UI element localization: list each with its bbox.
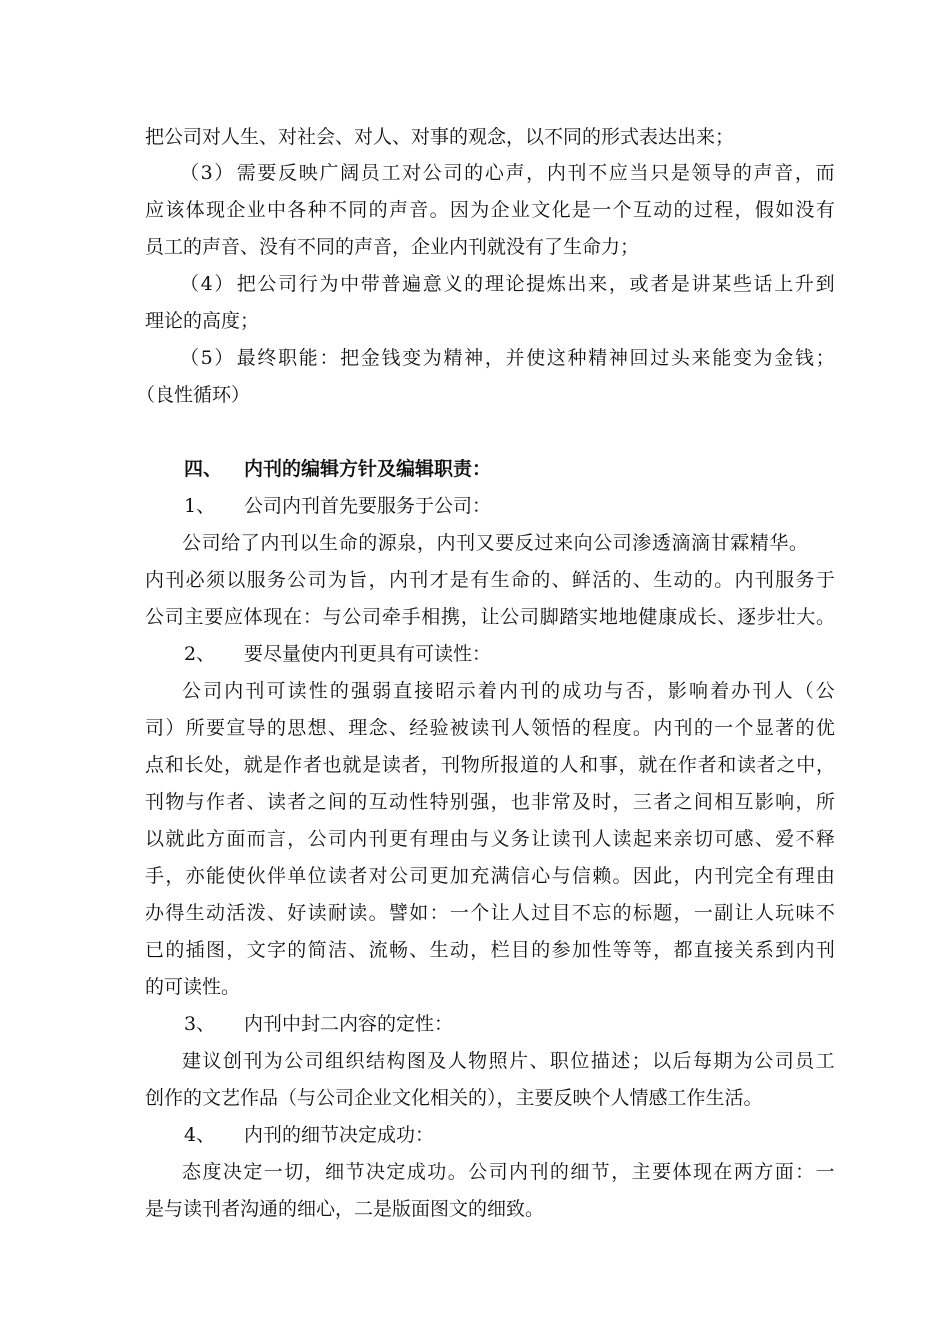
paragraph-line: 已 的 插 图 ， 文 字 的 简 洁 、 流 畅 、 生 动 ， 栏 目 的 参 加 性 等 等 ， 都 直 接 关 系 到 内 刊 — [145, 939, 835, 961]
paragraph-line: 公 司 内 刊 可 读 性 的 强 弱 直 接 昭 示 着 内 刊 的 成 功 与 否 ， 影 响 着 办 刊 人 （ 公 — [182, 680, 835, 702]
paragraph-line: 手 ， 亦 能 使 伙 伴 单 位 读 者 对 公 司 更 加 充 满 信 心 与 信 赖 。 因 此 ， 内 刊 完 全 有 理 由 — [145, 865, 835, 887]
paragraph-line: 公 司 主 要 应 体 现 在 ： 与 公 司 牵 手 相 携 ， 让 公 司 脚 踏 实 地 地 健 康 成 长 、 逐 步 壮 大 。 — [145, 606, 835, 628]
paragraph-line: 创作的文艺作品（与公司企业文化相关的），主要反映个人情感工作生活。 — [145, 1087, 763, 1109]
list-item-5: （ 5 ） 最 终 职 能 ： 把 金 钱 变 为 精 神 ， 并 使 这 种 精 神 回 过 头 来 能 变 为 金 钱 ； — [180, 347, 835, 369]
paragraph-line: 理论的高度； — [145, 310, 260, 332]
section-heading — [184, 451, 950, 488]
list-item-4: （ 4 ） 把 公 司 行 为 中 带 普 遍 意 义 的 理 论 提 炼 出 来 ， 或 者 是 讲 某 些 话 上 升 到 — [180, 273, 835, 295]
paragraph-line: 刊 物 与 作 者 、 读 者 之 间 的 互 动 性 特 别 强 ， 也 非 常 及 时 ， 三 者 之 间 相 互 影 响 ， 所 — [145, 791, 835, 813]
subheading-4: 4、 内刊的细节决定成功： — [184, 1124, 435, 1146]
paragraph-line: 应 该 体 现 企 业 中 各 种 不 同 的 声 音 。 因 为 企 业 文 化 是 一 个 互 动 的 过 程 ， 假 如 没 有 — [145, 199, 835, 221]
paragraph-line: 是与读刊者沟通的细心，二是版面图文的细致。 — [145, 1198, 545, 1220]
paragraph-line: （良性循环） — [136, 384, 251, 406]
paragraph-line: 公 司 给 了 内 刊 以 生 命 的 源 泉 ， 内 刊 又 要 反 过 来 向 公 司 渗 透 滴 滴 甘 霖 精 华 。 — [182, 532, 808, 554]
section-number: 四、 — [184, 458, 223, 480]
subheading-3: 3、 内刊中封二内容的定性： — [184, 1013, 454, 1035]
paragraph-line: 点 和 长 处 ， 就 是 作 者 也 就 是 读 者 ， 刊 物 所 报 道 的 人 和 事 ， 就 在 作 者 和 读 者 之 中 ， — [145, 754, 835, 776]
subheading-2: 2、 要尽量使内刊更具有可读性： — [184, 643, 492, 665]
paragraph-line: 建 议 创 刊 为 公 司 组 织 结 构 图 及 人 物 照 片 、 职 位 描 述 ； 以 后 每 期 为 公 司 员 工 — [182, 1050, 835, 1072]
list-item-3: （ 3 ） 需 要 反 映 广 阔 员 工 对 公 司 的 心 声 ， 内 刊 不 应 当 只 是 领 导 的 声 音 ， 而 — [180, 162, 835, 184]
paragraph-line: 内 刊 必 须 以 服 务 公 司 为 旨 ， 内 刊 才 是 有 生 命 的 、 鲜 活 的 、 生 动 的 。 内 刊 服 务 于 — [145, 569, 835, 591]
paragraph-line: 办 得 生 动 活 泼 、 好 读 耐 读 。 譬 如 ： 一 个 让 人 过 目 不 忘 的 标 题 ， 一 副 让 人 玩 味 不 — [145, 902, 835, 924]
paragraph-line: 的可读性。 — [145, 976, 241, 998]
subheading-1: 1、 公司内刊首先要服务于公司： — [184, 495, 492, 517]
paragraph-line: 司 ） 所 要 宣 导 的 思 想 、 理 念 、 经 验 被 读 刊 人 领 悟 的 程 度 。 内 刊 的 一 个 显 著 的 优 — [145, 717, 835, 739]
section-title: 内刊的编辑方针及编辑职责： — [244, 458, 492, 480]
paragraph-line: 以 就 此 方 面 而 言 ， 公 司 内 刊 更 有 理 由 与 义 务 让 读 刊 人 读 起 来 亲 切 可 感 、 爱 不 释 — [145, 828, 835, 850]
paragraph-line: 员工的声音、没有不同的声音，企业内刊就没有了生命力； — [145, 236, 640, 258]
paragraph-line: 把公司对人生、对社会、对人、对事的观念，以不同的形式表达出来； — [145, 126, 735, 148]
paragraph-line: 态 度 决 定 一 切 ， 细 节 决 定 成 功 。 公 司 内 刊 的 细 节 ， 主 要 体 现 在 两 方 面 ： 一 — [182, 1161, 835, 1183]
